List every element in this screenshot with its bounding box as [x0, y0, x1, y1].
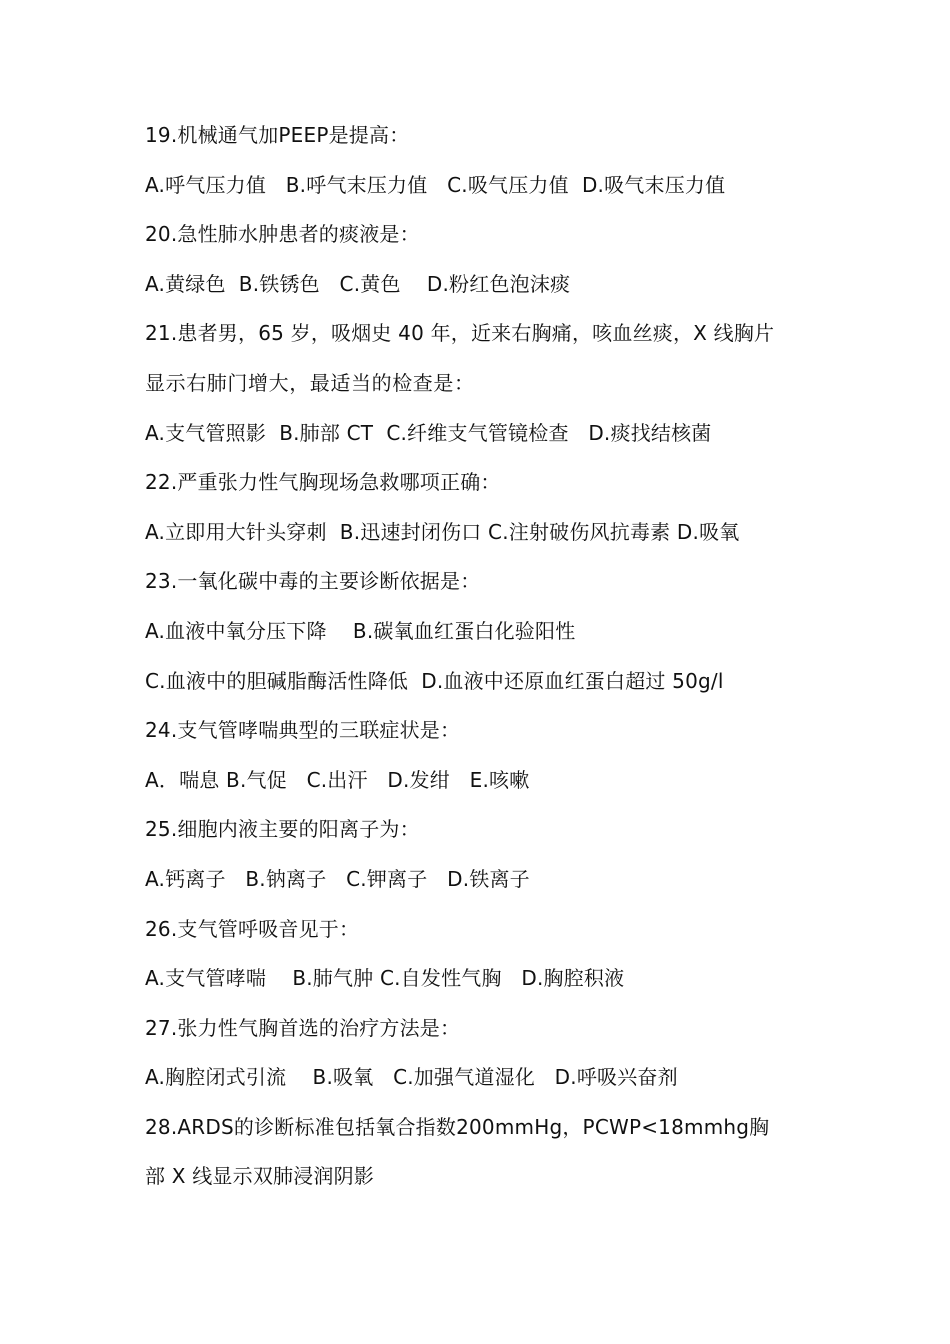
- question-list: [145, 111, 825, 1202]
- options-24: A．喘息 B.气促 C.出汗 D.发绀 E.咳嗽: [145, 767, 530, 792]
- options-23-ab: A.血液中氧分压下降 B.碳氧血红蛋白化验阳性: [145, 618, 576, 643]
- question-24: 24.支气管哮喘典型的三联症状是：: [145, 718, 461, 743]
- options-22: A.立即用大针头穿刺 B.迅速封闭伤口 C.注射破伤风抗毒素 D.吸氧: [145, 519, 740, 544]
- statement-28: 28.ARDS的诊断标准包括氧合指数200mmHg，PCWP<18mmhg胸: [145, 1114, 770, 1139]
- options-19: A.呼气压力值 B.呼气末压力值 C.吸气压力值 D.吸气末压力值: [145, 172, 726, 197]
- options-23-cd: C.血液中的胆碱脂酶活性降低 D.血液中还原血红蛋白超过 50g/l: [145, 668, 724, 693]
- question-22: 22.严重张力性气胸现场急救哪项正确：: [145, 470, 501, 495]
- statement-28-continued: 部 X 线显示双肺浸润阴影: [145, 1164, 375, 1189]
- question-19: 19.机械通气加PEEP是提高：: [145, 123, 410, 147]
- question-21: 21.患者男，65 岁，吸烟史 40 年，近来右胸痛，咳血丝痰，X 线胸片: [145, 321, 775, 346]
- question-20: 20.急性肺水肿患者的痰液是：: [145, 222, 420, 247]
- question-23: 23.一氧化碳中毒的主要诊断依据是：: [145, 569, 481, 594]
- options-21: A.支气管照影 B.肺部 CT C.纤维支气管镜检查 D.痰找结核菌: [145, 420, 712, 445]
- options-20: A.黄绿色 B.铁锈色 C.黄色 D.粉红色泡沫痰: [145, 271, 571, 296]
- question-25: 25.细胞内液主要的阳离子为：: [145, 817, 420, 842]
- question-21-continued: 显示右肺门增大，最适当的检查是：: [145, 370, 475, 395]
- question-26: 26.支气管呼吸音见于：: [145, 916, 360, 941]
- options-25: A.钙离子 B.钠离子 C.钾离子 D.铁离子: [145, 866, 530, 891]
- options-26: A.支气管哮喘 B.肺气肿 C.自发性气胸 D.胸腔积液: [145, 966, 625, 991]
- options-27: A.胸腔闭式引流 B.吸氧 C.加强气道湿化 D.呼吸兴奋剂: [145, 1065, 678, 1090]
- question-27: 27.张力性气胸首选的治疗方法是：: [145, 1015, 461, 1040]
